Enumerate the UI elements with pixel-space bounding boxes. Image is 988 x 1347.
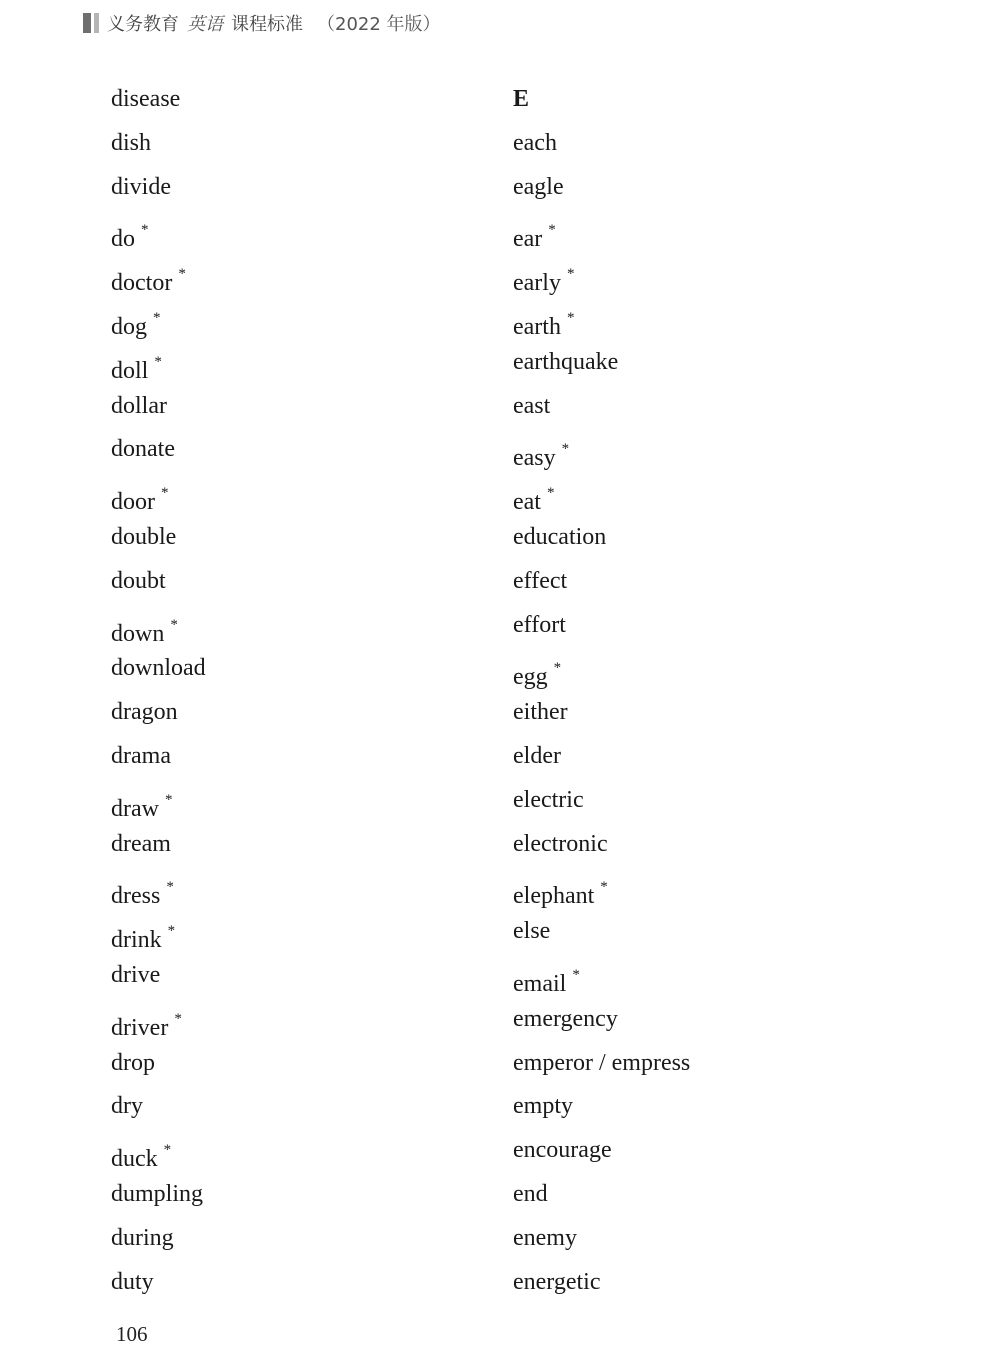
vocabulary-entry xyxy=(111,1087,206,1131)
entry-star-mark: * xyxy=(178,266,186,283)
entry-word: drop xyxy=(111,1049,155,1076)
vocabulary-entry xyxy=(111,474,206,518)
entry-word: drink xyxy=(111,927,162,954)
entry-word: dragon xyxy=(111,699,178,726)
header-bar-light xyxy=(94,13,99,33)
vocabulary-entry xyxy=(513,1219,690,1263)
vocabulary-entry xyxy=(111,649,206,693)
entry-word: email xyxy=(513,970,567,997)
word-list-right xyxy=(513,80,690,1306)
entry-word: electric xyxy=(513,786,584,813)
vocabulary-entry xyxy=(513,1044,690,1088)
vocabulary-entry xyxy=(513,343,690,387)
entry-word: dress xyxy=(111,883,161,910)
vocabulary-entry xyxy=(111,781,206,825)
header-bar-icon xyxy=(83,13,99,33)
vocabulary-entry xyxy=(111,1131,206,1175)
entry-word: dog xyxy=(111,313,147,340)
entry-word: doctor xyxy=(111,270,173,297)
entry-star-mark: * xyxy=(561,441,570,458)
vocabulary-entry xyxy=(111,912,206,956)
vocabulary-entry xyxy=(513,1131,690,1175)
entry-word: effort xyxy=(513,611,566,638)
running-header xyxy=(83,10,441,36)
entry-word: drama xyxy=(111,742,171,769)
entry-star-mark: * xyxy=(566,266,575,283)
entry-star-mark: * xyxy=(170,616,178,633)
vocabulary-entry xyxy=(513,825,690,869)
vocabulary-entry xyxy=(111,299,206,343)
entry-word: education xyxy=(513,523,607,550)
entry-word: do xyxy=(111,226,135,253)
entry-word: encourage xyxy=(513,1137,612,1164)
entry-word: dry xyxy=(111,1093,143,1120)
vocabulary-entry xyxy=(111,518,206,562)
entry-word: drive xyxy=(111,961,161,988)
vocabulary-entry xyxy=(513,1000,690,1044)
entry-star-mark: * xyxy=(166,879,174,896)
vocabulary-entry xyxy=(513,168,690,212)
vocabulary-entry xyxy=(513,211,690,255)
entry-word: duty xyxy=(111,1268,154,1295)
entry-star-mark: * xyxy=(174,1010,182,1027)
entry-word: dream xyxy=(111,830,171,857)
entry-word: earthquake xyxy=(513,348,619,375)
entry-word: electronic xyxy=(513,830,608,857)
entry-word: elephant xyxy=(513,883,595,910)
entry-star-mark: * xyxy=(600,879,608,896)
vocabulary-entry xyxy=(513,387,690,431)
vocabulary-entry xyxy=(111,956,206,1000)
entry-word: enemy xyxy=(513,1224,577,1251)
entry-word: early xyxy=(513,270,561,297)
header-subject: 英语 xyxy=(187,14,223,35)
entry-star-mark: * xyxy=(161,485,169,502)
entry-word: doubt xyxy=(111,567,166,594)
header-text xyxy=(107,10,441,36)
vocabulary-entry xyxy=(111,343,206,387)
entry-star-mark: * xyxy=(548,222,556,239)
entry-word: duck xyxy=(111,1146,158,1173)
header-bar-dark xyxy=(83,13,91,33)
vocabulary-entry xyxy=(111,124,206,168)
entry-word: down xyxy=(111,620,165,647)
vocabulary-entry xyxy=(513,606,690,650)
vocabulary-entry xyxy=(111,1263,206,1307)
entry-star-mark: * xyxy=(167,923,176,940)
vocabulary-entry xyxy=(111,387,206,431)
vocabulary-entry xyxy=(513,562,690,606)
entry-word: effect xyxy=(513,567,568,594)
entry-word: each xyxy=(513,129,557,156)
vocabulary-entry xyxy=(111,80,206,124)
vocabulary-entry xyxy=(111,606,206,650)
page-number: 106 xyxy=(116,1322,148,1346)
entry-word: else xyxy=(513,918,551,945)
entry-word: eagle xyxy=(513,173,564,200)
vocabulary-entry xyxy=(513,1175,690,1219)
vocabulary-entry xyxy=(513,693,690,737)
entry-word: ear xyxy=(513,226,543,253)
entry-word: disease xyxy=(111,86,181,112)
vocabulary-entry xyxy=(111,168,206,212)
header-title: 课程标准 xyxy=(231,14,303,35)
vocabulary-entry xyxy=(111,562,206,606)
vocabulary-entry xyxy=(111,693,206,737)
entry-word: eat xyxy=(513,489,541,516)
vocabulary-entry xyxy=(111,737,206,781)
vocabulary-entry xyxy=(513,124,690,168)
entry-word: draw xyxy=(111,795,159,822)
entry-word: elder xyxy=(513,742,561,769)
vocabulary-entry xyxy=(513,299,690,343)
header-book: 义务教育 xyxy=(107,14,179,35)
vocabulary-entry xyxy=(111,211,206,255)
entry-star-mark: * xyxy=(154,353,162,370)
entry-word: energetic xyxy=(513,1268,601,1295)
vocabulary-entry xyxy=(111,255,206,299)
vocabulary-entry xyxy=(513,1263,690,1307)
entry-word: divide xyxy=(111,173,171,200)
entry-word: dumpling xyxy=(111,1180,204,1207)
vocabulary-entry xyxy=(513,781,690,825)
entry-star-mark: * xyxy=(163,1142,172,1159)
vocabulary-entry xyxy=(111,1000,206,1044)
entry-word: donate xyxy=(111,436,175,463)
vocabulary-entry xyxy=(111,1219,206,1263)
entry-word: door xyxy=(111,489,155,516)
entry-word: empty xyxy=(513,1093,573,1120)
entry-star-mark: * xyxy=(153,309,161,326)
vocabulary-entry xyxy=(513,518,690,562)
word-list-left xyxy=(111,80,206,1306)
entry-word: during xyxy=(111,1224,174,1251)
vocabulary-entry xyxy=(513,956,690,1000)
entry-word: end xyxy=(513,1180,548,1207)
entry-word: download xyxy=(111,655,206,682)
vocabulary-entry xyxy=(111,868,206,912)
entry-word: driver xyxy=(111,1014,169,1041)
vocabulary-entry xyxy=(111,825,206,869)
entry-word: east xyxy=(513,392,551,419)
vocabulary-entry xyxy=(513,474,690,518)
entry-word: earth xyxy=(513,313,561,340)
vocabulary-entry xyxy=(513,255,690,299)
entry-word: either xyxy=(513,699,568,726)
header-edition: （2022 年版） xyxy=(317,14,441,35)
entry-word: emergency xyxy=(513,1005,618,1032)
entry-word: egg xyxy=(513,664,548,691)
entry-word: double xyxy=(111,523,177,550)
vocabulary-entry xyxy=(513,912,690,956)
entry-star-mark: * xyxy=(546,485,555,502)
entry-word: emperor / empress xyxy=(513,1049,691,1076)
vocabulary-entry xyxy=(513,868,690,912)
vocabulary-entry xyxy=(513,1087,690,1131)
entry-word: dollar xyxy=(111,392,167,419)
entry-star-mark: * xyxy=(553,660,562,677)
vocabulary-entry xyxy=(111,1044,206,1088)
entry-star-mark: * xyxy=(566,309,575,326)
vocabulary-entry xyxy=(513,430,690,474)
entry-star-mark: * xyxy=(572,966,580,983)
vocabulary-entry xyxy=(513,649,690,693)
vocabulary-entry xyxy=(111,430,206,474)
entry-word: E xyxy=(513,86,530,112)
vocabulary-entry xyxy=(111,1175,206,1219)
vocabulary-entry xyxy=(513,737,690,781)
entry-word: easy xyxy=(513,445,556,472)
entry-star-mark: * xyxy=(164,791,173,808)
entry-word: doll xyxy=(111,357,149,384)
entry-word: dish xyxy=(111,129,152,156)
entry-star-mark: * xyxy=(141,222,149,239)
section-letter-heading xyxy=(513,80,690,124)
